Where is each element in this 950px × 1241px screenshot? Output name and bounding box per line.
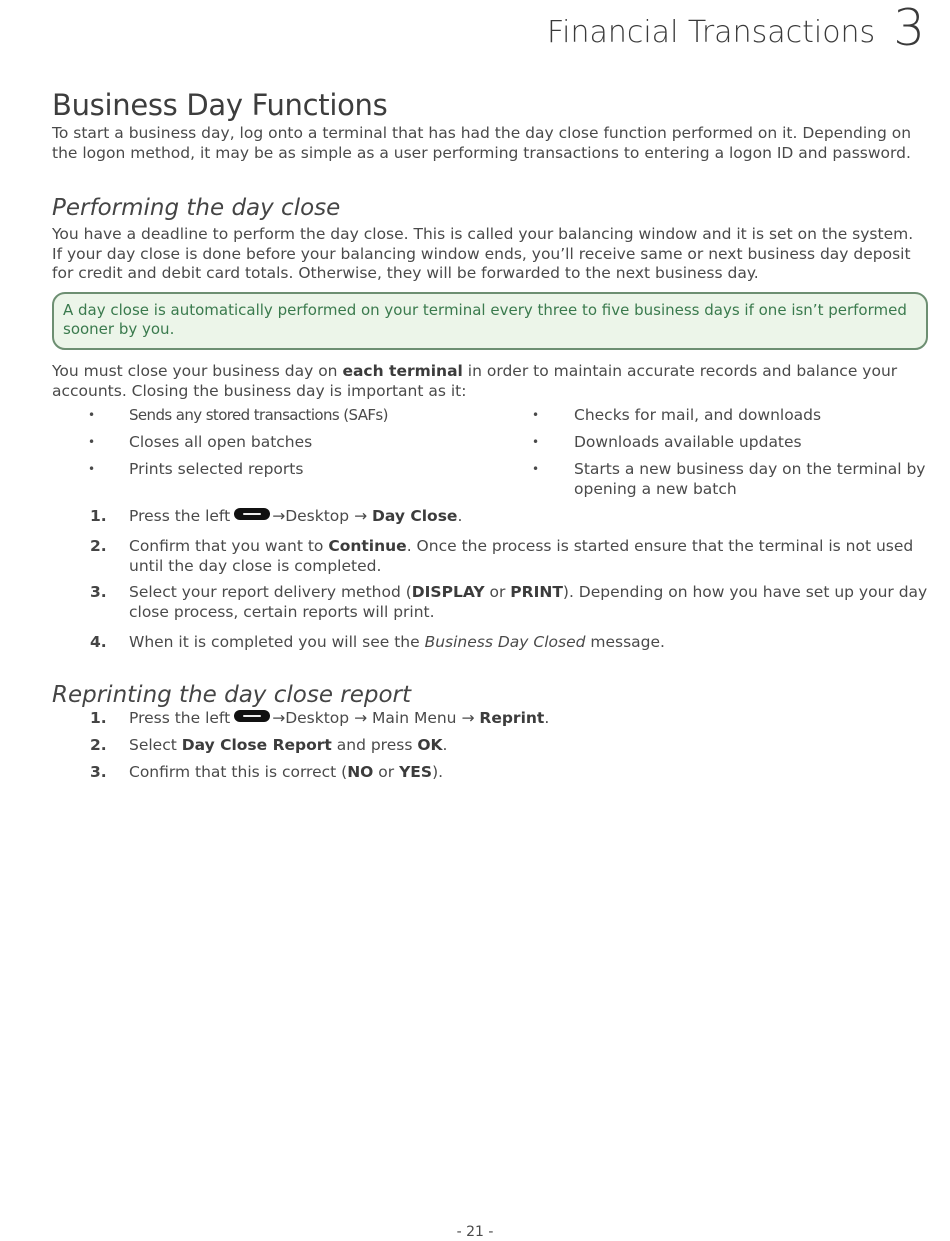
step-text: Select (129, 736, 182, 755)
arrow-icon: → (354, 709, 368, 728)
step-item (52, 507, 928, 527)
importance-text-after: in order to maintain accurate records and balance your accounts. Closing the business day is important as it: (52, 361, 898, 400)
bullet-list-left (52, 406, 496, 507)
step-number: 1. (90, 506, 107, 525)
step-italic: Business Day Closed (424, 632, 586, 651)
bullet-text: Closes all open batches (129, 433, 313, 452)
section-title: Business Day Functions (52, 88, 388, 122)
day-close-bullets (52, 406, 928, 507)
step-text: or (373, 763, 400, 782)
reprint-steps (52, 709, 928, 783)
step-bold: OK (417, 736, 443, 755)
step-bold: YES (399, 763, 433, 782)
arrow-icon: → (272, 506, 286, 525)
step-text: Confirm that this is correct ( (129, 763, 348, 782)
page-header (547, 0, 925, 56)
step-text: or (484, 583, 511, 602)
step-text: . (442, 736, 448, 755)
chapter-title: Financial Transactions (547, 15, 876, 50)
step-bold: Reprint (479, 709, 545, 728)
left-button-icon (234, 710, 270, 722)
left-button-icon (234, 508, 270, 520)
day-close-steps (52, 507, 928, 653)
step-text: ). Depending on how you have set up your day close process, certain reports will print. (129, 583, 928, 622)
step-text: Press the left (129, 506, 231, 525)
step-bold: Day Close Report (181, 736, 332, 755)
step-item (52, 583, 928, 622)
day-close-importance (52, 362, 928, 401)
step-text: and press (331, 736, 418, 755)
bullet-item (52, 433, 496, 453)
step-number: 3. (90, 763, 107, 782)
page-content (52, 88, 928, 790)
step-text: Desktop (285, 709, 350, 728)
day-close-paragraph: You have a deadline to perform the day close. This is called your balancing window and it is set on the system. If your day close is done before your balancing window ends, you’ll receive same or next business day deposit for credit and debit card totals. Otherwise, they will be forwarded to the next business day. (52, 225, 914, 283)
bullet-dot: • (88, 435, 96, 450)
step-text: . (457, 506, 463, 525)
bullet-dot: • (532, 408, 540, 423)
bullet-item (496, 406, 928, 426)
bullet-dot: • (532, 435, 540, 450)
step-number: 1. (90, 709, 107, 728)
step-text: . (544, 709, 550, 728)
step-item (52, 537, 928, 576)
bullet-text: Prints selected reports (129, 460, 304, 479)
bullet-dot: • (88, 408, 95, 423)
step-bold: NO (347, 763, 374, 782)
step-item (52, 763, 928, 783)
step-text: message. (585, 632, 665, 651)
step-item (52, 736, 928, 756)
page-number: - 21 - (456, 1224, 494, 1240)
bullet-text: Downloads available updates (574, 433, 802, 452)
step-text: Press the left (129, 709, 231, 728)
step-text: Select your report delivery method ( (129, 583, 412, 602)
step-number: 2. (90, 736, 107, 755)
step-number: 4. (90, 632, 107, 651)
step-bold: PRINT (510, 583, 563, 602)
step-bold: DISPLAY (411, 583, 485, 602)
step-text: . Once the process is started ensure that the terminal is not used until the day close is completed. (129, 537, 914, 575)
step-bold: Continue (328, 537, 407, 556)
arrow-icon: → (461, 709, 475, 728)
chapter-number: 3 (893, 0, 925, 57)
step-bold: Day Close (372, 506, 458, 525)
bullet-list-right (496, 406, 928, 507)
step-text: When it is completed you will see the (129, 632, 425, 651)
arrow-icon: → (354, 506, 368, 525)
step-text: ). (432, 763, 444, 782)
section-intro: To start a business day, log onto a terminal that has had the day close function performed on it. Depending on the logon method, it may be as simple as a user performing transactions to entering a logon ID and password. (52, 124, 912, 162)
bullet-item (496, 433, 928, 453)
day-close-note: A day close is automatically performed on your terminal every three to five business days if one isn’t performed sooner by you. (52, 292, 928, 350)
bullet-dot: • (88, 462, 96, 477)
arrow-icon: → (272, 709, 286, 728)
bullet-item (52, 460, 496, 480)
step-item (52, 633, 928, 653)
step-text: Confirm that you want to (129, 537, 329, 556)
bullet-item (496, 460, 928, 499)
step-number: 2. (90, 537, 107, 556)
day-close-heading: Performing the day close (52, 195, 341, 222)
importance-bold: each terminal (342, 361, 463, 380)
bullet-item (52, 406, 496, 426)
bullet-dot: • (532, 462, 540, 477)
importance-text-before: You must close your business day on (52, 361, 343, 380)
bullet-text: Sends any stored transactions (SAFs) (129, 406, 388, 425)
bullet-text: Checks for mail, and downloads (574, 406, 822, 425)
bullet-text: Starts a new business day on the terminal by opening a new batch (574, 460, 926, 498)
step-item (52, 709, 928, 729)
step-text: Desktop (285, 506, 350, 525)
step-text: Main Menu (372, 709, 457, 728)
step-number: 3. (90, 583, 107, 602)
reprint-heading: Reprinting the day close report (52, 682, 412, 709)
